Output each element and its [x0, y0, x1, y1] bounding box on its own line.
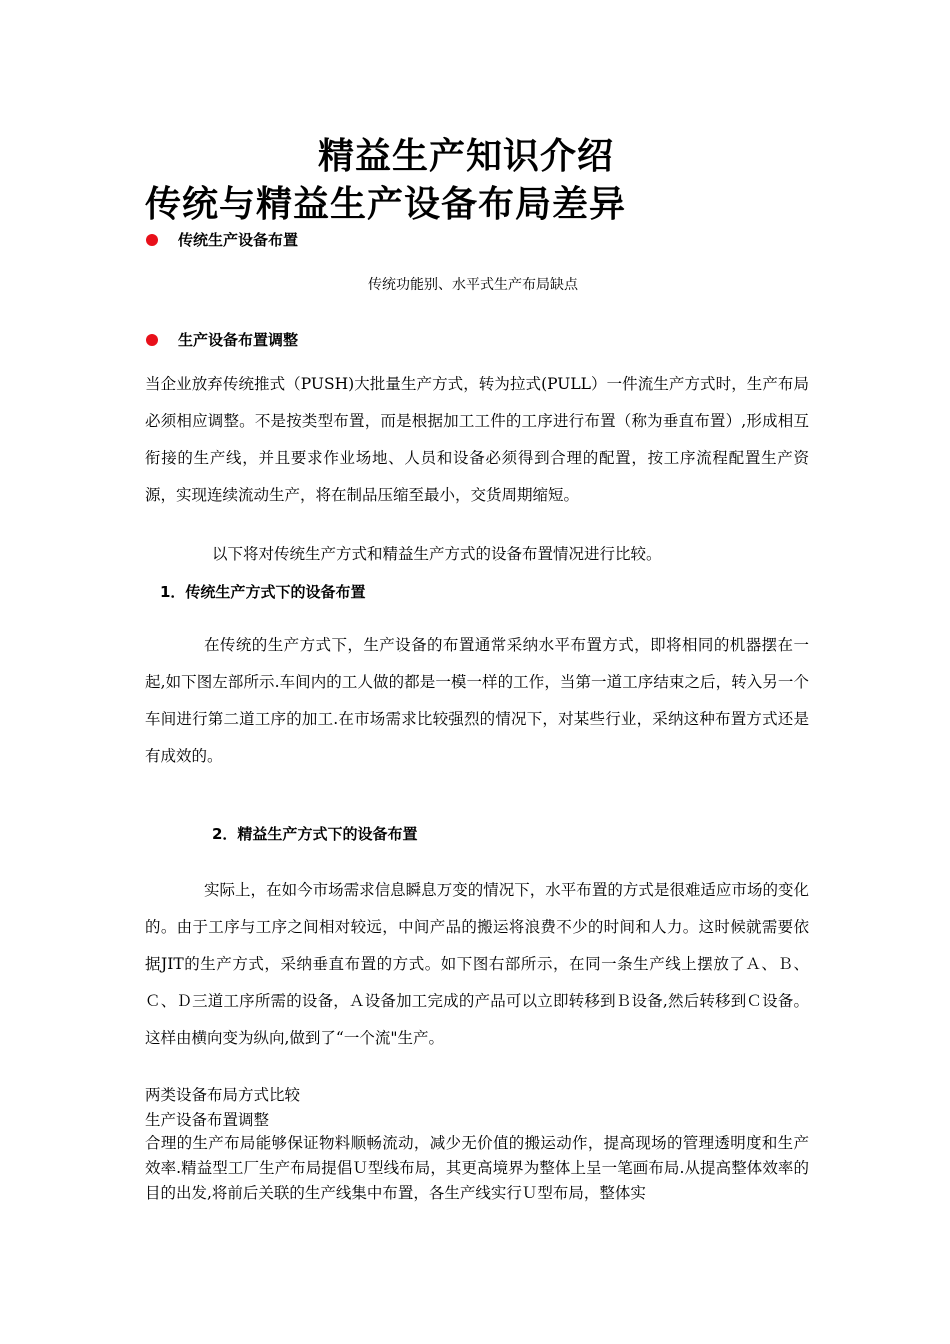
paragraph-final: 合理的生产布局能够保证物料顺畅流动，减少无价值的搬运动作，提高现场的管理透明度和生产效率.精益型工厂生产布局提倡Ｕ型线布局，其更高境界为整体上呈一笔画布局.从提高整体效率的目的出发,将前后关联的生产线集中布置，各生产线实行Ｕ型布局，整体实 — [145, 1134, 809, 1202]
bullet-label: 生产设备布置调整 — [178, 331, 299, 349]
comparison-label: 两类设备布局方式比较 — [145, 1086, 301, 1104]
figure-caption: 传统功能别、水平式生产布局缺点 — [368, 277, 578, 293]
section-heading-lean: 2．精益生产方式下的设备布置 — [212, 825, 418, 843]
document-title: 精益生产知识介绍 — [318, 136, 615, 177]
red-bullet-icon — [146, 234, 158, 246]
paragraph-traditional: 在传统的生产方式下，生产设备的布置通常采纳水平布置方式，即将相同的机器摆在一起,如下图左部所示.车间内的工人做的都是一模一样的工作，当第一道工序结束之后，转入另一个车间进行第二道工序的加工.在市场需求比较强烈的情况下，对某些行业，采纳这种布置方式还是有成效的。 — [145, 636, 809, 765]
document-subtitle: 传统与精益生产设备布局差异 — [145, 184, 627, 225]
section-heading-traditional: 1．传统生产方式下的设备布置 — [160, 583, 366, 601]
red-bullet-icon — [146, 334, 158, 346]
adjustment-label: 生产设备布置调整 — [145, 1111, 270, 1129]
paragraph-lean: 实际上，在如今市场需求信息瞬息万变的情况下，水平布置的方式是很难适应市场的变化的。由于工序与工序之间相对较远，中间产品的搬运将浪费不少的时间和人力。这时候就需要依据JIT的生产方式，采纳垂直布置的方式。如下图右部所示，在同一条生产线上摆放了Ａ、Ｂ、Ｃ、Ｄ三道工序所需的设备，Ａ设备加工完成的产品可以立即转移到Ｂ设备,然后转移到Ｃ设备。这样由横向变为纵向,做到了“一个流"生产。 — [145, 881, 809, 1047]
paragraph-adjustment: 当企业放弃传统推式（PUSH)大批量生产方式，转为拉式(PULL）一件流生产方式时，生产布局必须相应调整。不是按类型布置，而是根据加工工件的工序进行布置（称为垂直布置）,形成相互衔接的生产线，并且要求作业场地、人员和设备必须得到合理的配置，按工序流程配置生产资源，实现连续流动生产，将在制品压缩至最小，交货周期缩短。 — [145, 375, 809, 504]
bullet-item-traditional — [146, 229, 298, 250]
bullet-item-adjustment — [146, 329, 298, 350]
intro-sentence: 以下将对传统生产方式和精益生产方式的设备布置情况进行比较。 — [212, 545, 662, 563]
bullet-label: 传统生产设备布置 — [178, 231, 299, 249]
